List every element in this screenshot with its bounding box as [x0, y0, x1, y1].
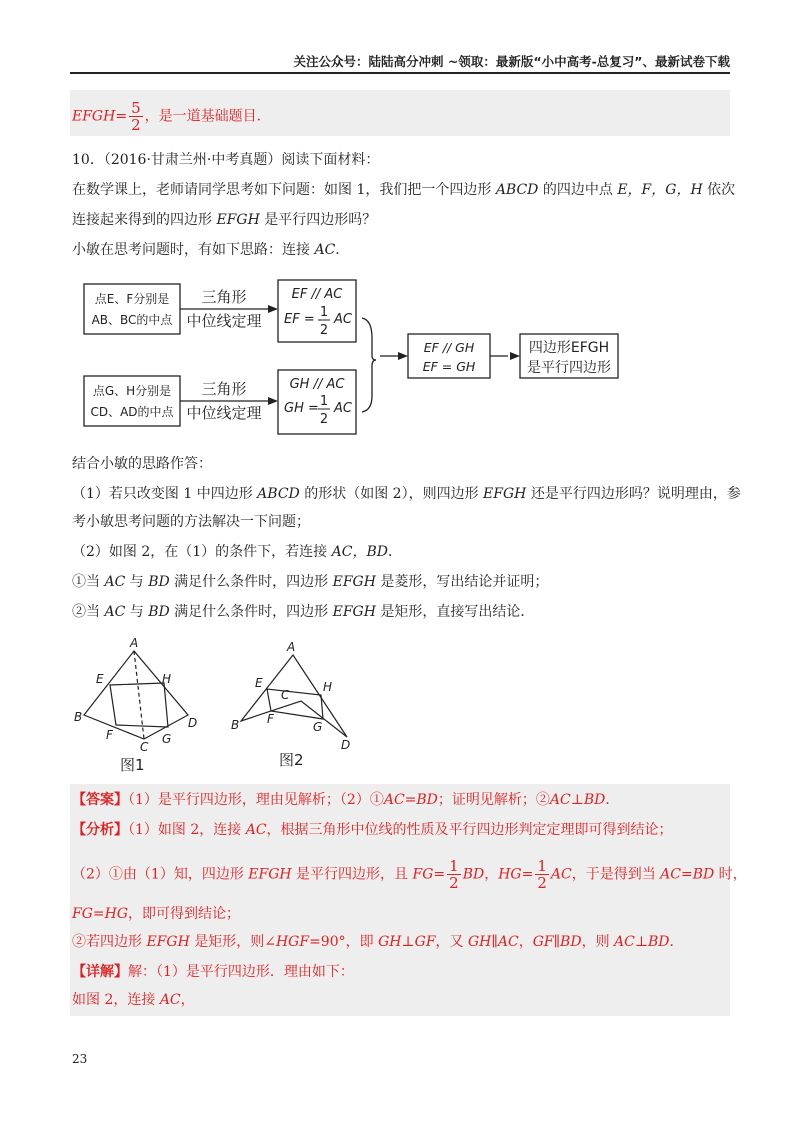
label-h: H: [323, 680, 333, 694]
frac-num: 5: [131, 99, 141, 117]
text: ，又: [435, 934, 468, 950]
text: AC，BD: [331, 544, 388, 560]
text: ，: [180, 992, 195, 1008]
arrow-bot-line1: 三角形: [201, 380, 247, 398]
analysis-line-4: [72, 932, 684, 952]
text: AC: [104, 574, 126, 590]
frac-den: 2: [537, 874, 547, 892]
prev-answer: [72, 100, 271, 133]
text: GH∥AC: [468, 934, 519, 950]
text: 在数学课上，老师请同学思考如下问题：如图 1，我们把一个四边形: [72, 182, 496, 198]
label-c: C: [281, 688, 290, 702]
mid-line2: EF = GH: [422, 359, 476, 374]
text: ABCD: [495, 182, 539, 198]
text: ．: [387, 544, 402, 560]
frac-num: 1: [449, 857, 459, 875]
figure-2: [225, 635, 365, 775]
res1-den: 2: [319, 323, 329, 338]
label-c: C: [140, 740, 149, 754]
text: 与: [125, 574, 149, 590]
question-2-2: [72, 602, 534, 622]
mid-line1: EF // GH: [423, 340, 475, 355]
detail-line-2: [72, 990, 195, 1010]
text: ，于是得到当: [571, 866, 661, 883]
text: EFGH: [248, 866, 292, 883]
box1-line1: 点E、F分别是: [94, 292, 170, 306]
page-header: 关注公众号：陆陆高分冲刺 ~领取：最新版“小中高考-总复习”、最新试卷下载: [293, 54, 730, 69]
res2-parallel: GH // AC: [289, 377, 345, 392]
text: 如图 2，连接: [72, 992, 160, 1008]
text: E，F，G，H: [617, 182, 703, 198]
res2-ac: AC: [334, 401, 352, 416]
label-a: A: [287, 640, 296, 654]
text: BD: [148, 604, 170, 620]
prev-answer-lhs: EFGH=: [72, 108, 128, 125]
page-number: 23: [72, 1052, 88, 1066]
figure-2-caption: 图2: [279, 751, 304, 769]
text: AC: [550, 866, 572, 883]
text: （2）如图 2，在（1）的条件下，若连接: [72, 544, 332, 560]
text: EFGH: [146, 934, 190, 950]
box2-line1: 点G、H分别是: [92, 384, 172, 398]
problem-line-1: [72, 180, 735, 200]
label-d: D: [341, 738, 351, 752]
text: AC: [314, 242, 336, 258]
text: 依次: [702, 182, 736, 198]
reasoning-flowchart: [80, 278, 640, 438]
text: ，则: [581, 934, 615, 950]
text: AC=BD: [383, 792, 438, 808]
text: 是矩形，直接写出结论．: [375, 604, 535, 620]
text: =90°，即: [309, 934, 379, 950]
text: GH⊥GF: [378, 934, 436, 950]
text: 是菱形，写出结论并证明；: [375, 574, 549, 590]
box1-line2: AB、BC的中点: [91, 313, 173, 327]
text: EFGH: [332, 604, 376, 620]
arrow-top-line1: 三角形: [201, 288, 247, 306]
text: ，: [484, 866, 499, 883]
text: 的形状（如图 2），则四边形: [299, 486, 484, 502]
res2-eq: GH =: [284, 401, 319, 416]
label-h: H: [162, 672, 172, 686]
text: （1）若只改变图 1 中四边形: [72, 486, 258, 502]
res1-parallel: EF // AC: [291, 287, 343, 302]
question-1-line-1: [72, 484, 741, 504]
label-b: B: [231, 718, 240, 732]
text: （2）①由（1）知，四边形: [72, 866, 249, 883]
text: EFGH: [483, 486, 527, 502]
label-a: A: [130, 636, 139, 650]
text: ，根据三角形中位线的性质及平行四边形判定定理即可得到结论；: [266, 822, 673, 838]
prev-answer-fraction: [129, 100, 143, 133]
res1-eq: EF =: [284, 312, 315, 327]
text: ．: [335, 242, 350, 258]
answer-tag: 【答案】: [72, 792, 128, 808]
label-g: G: [162, 732, 172, 746]
text: 时，: [714, 866, 747, 883]
final-line2: 是平行四边形: [527, 360, 611, 376]
res1-num: 1: [319, 305, 329, 320]
res2-den: 2: [319, 412, 329, 427]
text: ，: [518, 934, 533, 950]
answer-line: [72, 790, 619, 810]
fraction-half: [535, 858, 549, 891]
res1-ac: AC: [334, 312, 352, 327]
frac-num: 1: [537, 857, 547, 875]
text: ，即可得到结论；: [128, 906, 241, 922]
text: 还是平行四边形吗？说明理由，参: [526, 486, 741, 502]
text: 是矩形，则∠: [189, 934, 276, 950]
final-line1: 四边形EFGH: [528, 340, 610, 356]
text: EFGH: [216, 212, 260, 228]
text: ；证明见解析；②: [437, 792, 550, 808]
analysis-line-3: [72, 904, 240, 924]
header-rule: [70, 72, 730, 74]
problem-line-2: [72, 210, 376, 230]
label-e: E: [96, 672, 104, 686]
text: BD: [462, 866, 485, 883]
problem-line-3: [72, 240, 349, 260]
analysis-line-2: [72, 858, 747, 891]
fraction-half: [447, 858, 461, 891]
text: AC: [159, 992, 181, 1008]
label-b: B: [74, 710, 83, 724]
detail-tag: 【详解】: [72, 964, 128, 980]
text: 连接起来得到的四边形: [72, 212, 217, 228]
arrow-bot-line2: 中位线定理: [186, 404, 262, 422]
quad-abcd: [241, 655, 347, 737]
text: FG=: [412, 866, 446, 883]
arrow-top-line2: 中位线定理: [186, 312, 262, 330]
text: AC=BD: [660, 866, 715, 883]
text: GF∥BD: [532, 934, 582, 950]
label-f: F: [267, 712, 274, 726]
label-d: D: [188, 716, 198, 730]
text: AC: [245, 822, 267, 838]
text: （1）是平行四边形，理由见解析；（2）①: [128, 792, 384, 808]
label-e: E: [255, 676, 263, 690]
detail-line-1: [72, 962, 354, 982]
text: FG=HG: [72, 906, 129, 922]
figure-1: [70, 635, 220, 775]
frac-den: 2: [449, 874, 459, 892]
frac-den: 2: [131, 116, 141, 134]
text: ②若四边形: [72, 934, 147, 950]
label-g: G: [313, 720, 323, 734]
analysis-tag: 【分析】: [72, 822, 128, 838]
text: （1）如图 2，连接: [128, 822, 246, 838]
text: ．: [605, 792, 620, 808]
box2-line2: CD、AD的中点: [90, 405, 174, 419]
label-f: F: [106, 728, 113, 742]
question-2: [72, 542, 402, 562]
text: ②当: [72, 604, 105, 620]
text: AC⊥BD: [614, 934, 670, 950]
text: ．: [669, 934, 684, 950]
text: 满足什么条件时，四边形: [169, 574, 333, 590]
text: 的四边中点: [538, 182, 618, 198]
text: 满足什么条件时，四边形: [169, 604, 333, 620]
text: 与: [125, 604, 149, 620]
text: 解：（1）是平行四边形．理由如下：: [128, 964, 354, 980]
text: AC: [104, 604, 126, 620]
figure-1-caption: 图1: [120, 756, 145, 774]
questions-intro: 结合小敏的思路作答：: [72, 456, 212, 472]
text: ABCD: [257, 486, 300, 502]
question-2-1: [72, 572, 548, 592]
res2-num: 1: [319, 394, 329, 409]
text: 是平行四边形，且: [291, 866, 413, 883]
problem-source: 10．（2016·甘肃兰州·中考真题）阅读下面材料：: [72, 152, 380, 168]
question-1-line-2: 考小敏思考问题的方法解决一下问题；: [72, 514, 310, 530]
analysis-line-1: [72, 820, 673, 840]
text: EFGH: [332, 574, 376, 590]
text: AC⊥BD: [549, 792, 606, 808]
text: 是平行四边形吗？: [259, 212, 377, 228]
text: 小敏在思考问题时，有如下思路：连接: [72, 242, 315, 258]
quad-efgh: [110, 683, 168, 727]
text: BD: [148, 574, 170, 590]
text: HG=: [498, 866, 534, 883]
quad-efgh: [267, 689, 323, 719]
text: HGF: [275, 934, 310, 950]
text: ①当: [72, 574, 105, 590]
prev-answer-tail: ，是一道基础题目．: [144, 108, 271, 125]
